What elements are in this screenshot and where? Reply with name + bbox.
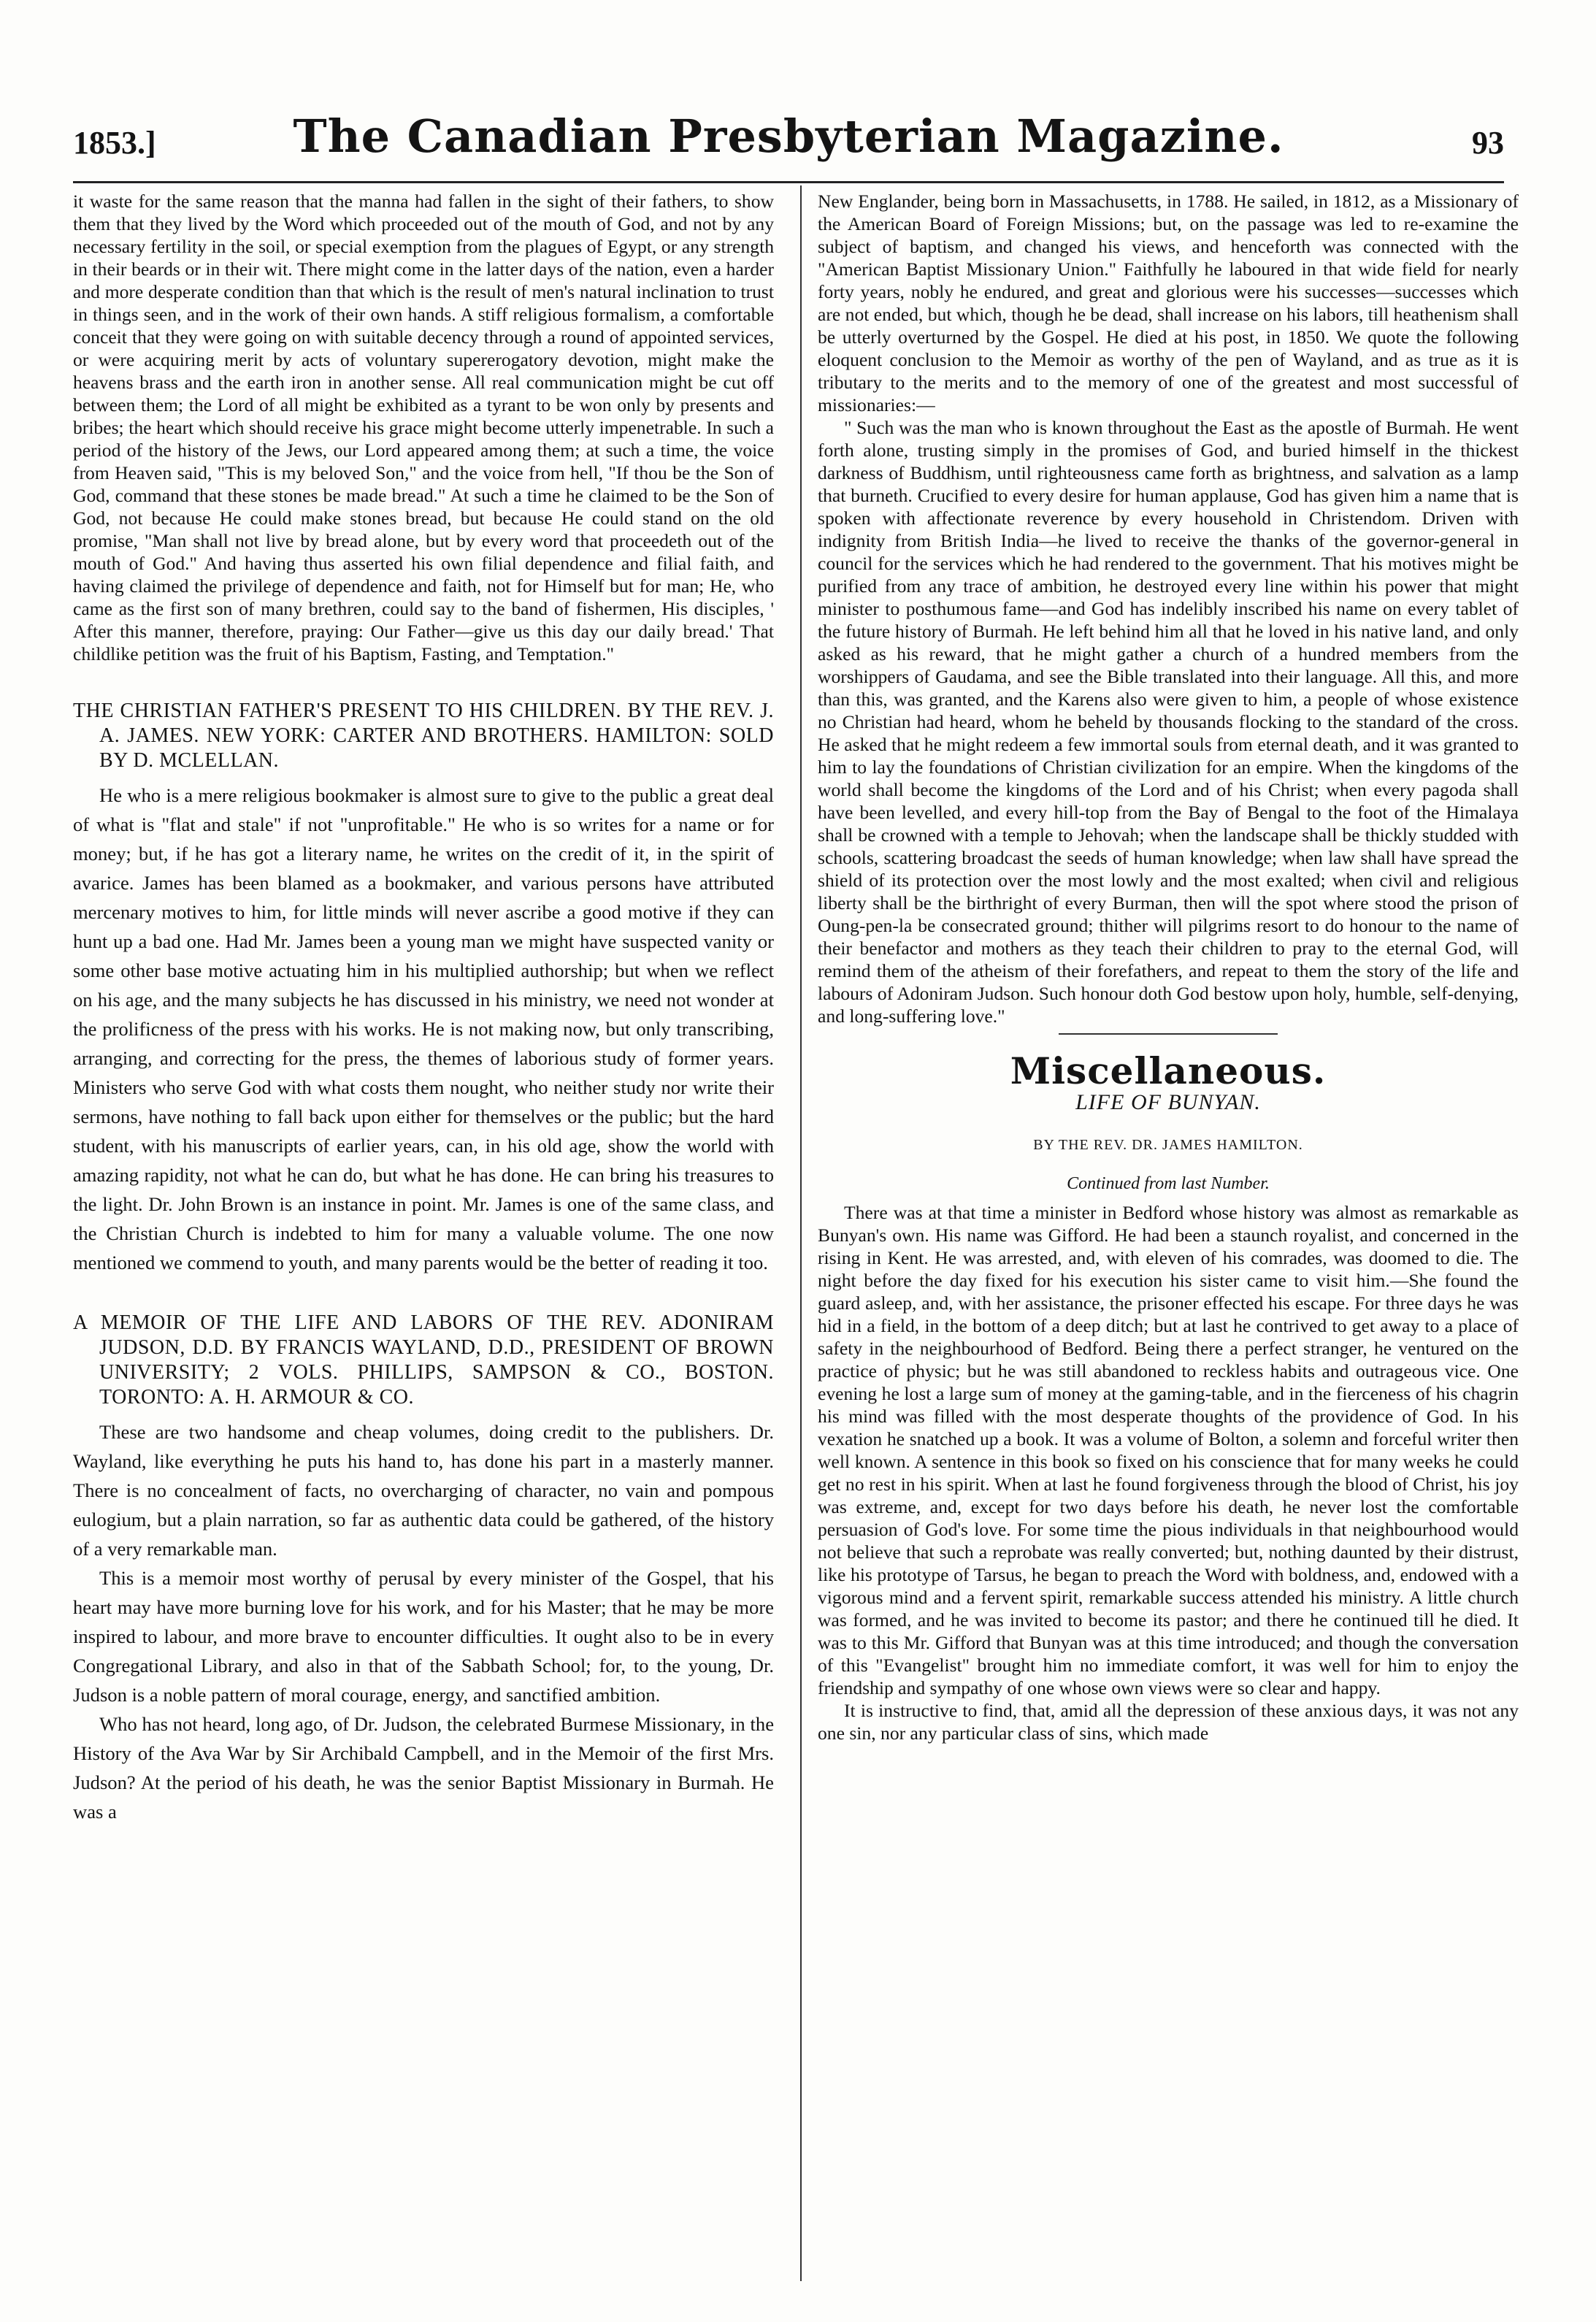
continuation-paragraph: it waste for the same reason that the manna had fallen in the sight of their fathers, to show them that they lived by the Word which proceeded out of the mouth of God, and not by any necessary fertility in the soil, or special exemption from the plagues of Egypt, or any strength in their beards or in their wit. There might come in the latter days of the nation, even a harder and more desperate condition than that which is the result of men's natural inclination to trust in things seen, and in the work of their own hands. A stiff religious formalism, a comfortable conceit that they were going on with suitable decency through a round of appointed services, or were acquiring merit by acts of voluntary supererogatory devotion, might make the heavens brass and the earth iron in another sense. All real communication might be cut off between them; the Lord of all might be exhibited as a tyrant to be won only by presents and bribes; the heart which should receive his grace might become utterly impenetrable. In such a period of the history of the Jews, our Lord appeared among them; at such a time, the voice from Heaven said, "This is my beloved Son," and the voice from hell, "If thou be the Son of God, command that these stones be made bread." At such a time he claimed to be the Son of God, not because He could make stones bread, but because He could stand on the old promise, "Man shall not live by bread alone, but by every word that proceedeth out of the mouth of God." And having thus asserted his own filial dependence and filial faith, and having claimed the privilege of dependence and faith, not for Himself but for man; He, who came as the first son of many brethren, could say to the band of fishermen, His disciples, ' After this manner, therefore, praying: Our Father—give us this day our daily bread.' That childlike petition was the fruit of his Baptism, Fasting, and Temptation." (73, 191, 774, 664)
article-title: LIFE OF BUNYAN. (1075, 1090, 1261, 1114)
page-number: 93 (1472, 125, 1504, 161)
article-paragraph: It is instructive to find, that, amid all the depression of these anxious days, it was not any one sin, nor any particular class of sins, which made (818, 1700, 1519, 1744)
article-paragraph: There was at that time a minister in Bedford whose history was almost as remarkable as Bunyan's own. His name was Gifford. He had been a staunch royalist, and concerned in the rising in Kent. He was arrested, and, with eleven of his comrades, was doomed to die. The night before the day fixed for his execution his sister came to visit him.—She found the guard asleep, and, with her assistance, the prisoner effected his escape. For three days he was hid in a field, in the bottom of a deep ditch; but at last he contrived to get away to a place of safety in the neighbourhood of Bedford. Being there a perfect stranger, he ventured on the practice of physic; but he was still abandoned to reckless habits and outrageous vice. One evening he lost a large sum of money at the gaming-table, and in the fierceness of his chagrin his mind was filled with the most desperate thoughts of the providence of God. In his vexation he snatched up a book. It was a volume of Bolton, a solemn and forceful writer then well known. A sentence in this book so fixed on his conscience that for many weeks he could get no rest in his spirit. When at last he found forgiveness through the blood of Christ, his joy was extreme, and, except for two days before his death, he never lost the comfortable persuasion of God's love. For some time the pious individuals in that neighbourhood would not believe that such a reprobate was really converted; but, nothing daunted by their distrust, like his prototype of Tarsus, he began to preach the Word with boldness, and, endowed with a vigorous mind and a fervent spirit, remarkable success attended his ministry. A little church was formed, and he was invited to become its pastor; and there he continued till he died. It was to this Mr. Gifford that Bunyan was at this time introduced; and though the conversation of this "Evangelist" brought him no immediate comfort, it was well for him to enjoy the friendship and sympathy of one whose own views were so clear and happy. (818, 1202, 1519, 1698)
notice-title: THE CHRISTIAN FATHER'S PRESENT TO HIS CHILDREN. BY THE REV. J. A. JAMES. NEW YORK: CARTER AND BROTHERS. HAMILTON: SOLD BY D. MCLELLAN. (73, 700, 774, 772)
issue-year: 1853.] (73, 125, 156, 161)
header-rule (73, 181, 1504, 183)
section-rule (1059, 1033, 1278, 1035)
book-notice-christian-father (73, 699, 774, 1277)
notice-paragraph: These are two handsome and cheap volumes, doing credit to the publishers. Dr. Wayland, like everything he puts his hand to, has done his part in a masterly manner. There is no concealment of facts, no overcharging of character, no vain and pompous eulogium, but a plain narration, so far as authentic data could be gathered, of the history of a very remarkable man. (73, 1421, 774, 1560)
article-author: BY THE REV. DR. JAMES HAMILTON. (1033, 1137, 1303, 1153)
continuation-paragraph: New Englander, being born in Massachusetts, in 1788. He sailed, in 1812, as a Missionary of the American Board of Foreign Missions; but, on the passage was led to re-examine the subject of baptism, and changed his views, and henceforth was connected with the "American Baptist Missionary Union." Faithfully he laboured in that wide field for nearly forty years, nobly he endured, and great and glorious were his successes—successes which are not ended, but which, though he be dead, shall increase on his labors, till heathenism shall be utterly overturned by the Gospel. He died at his post, in 1850. We quote the following eloquent conclusion to the Memoir as worthy of the pen of Wayland, and as true as it is tributary to the merits and to the memory of one of the greatest and most successful of missionaries:— (818, 191, 1519, 415)
left-column (73, 190, 774, 1826)
memoir-quotation (818, 416, 1519, 1027)
section-heading: Miscellaneous. (1010, 1049, 1327, 1092)
right-column (818, 190, 1519, 1744)
notice-paragraph: This is a memoir most worthy of perusal by every minister of the Gospel, that his heart may have more burning love for his work, and for his Master; that he may be more inspired to labour, and more brave to encounter difficulties. It ought also to be in every Congregational Library, and also in that of the Sabbath School; for, to the young, Dr. Judson is a noble pattern of moral courage, energy, and sanctified ambition. (73, 1567, 774, 1706)
notice-title: A MEMOIR OF THE LIFE AND LABORS OF THE REV. ADONIRAM JUDSON, D.D. BY FRANCIS WAYLAND, D.D., PRESIDENT OF BROWN UNIVERSITY; 2 VOLS. PHILLIPS, SAMPSON & CO., BOSTON. TORONTO: A. H. ARMOUR & CO. (73, 1311, 774, 1409)
book-notice-judson-memoir (73, 1311, 774, 1826)
magazine-title: The Canadian Presbyterian Magazine. (293, 110, 1284, 163)
continued-note: Continued from last Number. (1067, 1174, 1270, 1193)
page-header (73, 110, 1504, 183)
notice-paragraph: Who has not heard, long ago, of Dr. Judson, the celebrated Burmese Missionary, in the History of the Ava War by Sir Archibald Campbell, and in the Memoir of the first Mrs. Judson? At the period of his death, he was the senior Baptist Missionary in Burmah. He was a (73, 1713, 774, 1823)
column-divider (800, 185, 802, 2281)
quote-paragraph: " Such was the man who is known throughout the East as the apostle of Burmah. He went forth alone, trusting simply in the promises of God, and buried himself in the thickest darkness of Buddhism, until righteousness came forth as brightness, and salvation as a lamp that burneth. Crucified to every desire for human applause, God has given him a name that is spoken with affectionate reverence by every household in Christendom. Driven with indignity from British India—he lived to receive the thanks of the governor-general in council for the services which he had rendered to the government. That his motives might be purified from any trace of ambition, he destroyed every line within his power that might minister to posthumous fame—and God has indelibly inscribed his name on every tablet of the future history of Burmah. He left behind him all that he loved in his native land, and only asked as his reward, that he might gather a church of a hundred members from the worshippers of Gaudama, and see the Bible translated into their language. All this, and more than this, was granted, and the Karens also were given to him, a people of whose existence no Christian had heard, whom he beheld by thousands flocking to the standard of the cross. He asked that he might redeem a few immortal souls from eternal death, and it was granted to him to lay the foundations of Christian civilization for an empire. When the kingdoms of the world shall become the kingdoms of the Lord and of his Christ; when every pagoda shall have been levelled, and every hill-top from the Bay of Bengal to the foot of the Himalaya shall be crowned with a temple to Jehovah; when the landscape shall be thickly studded with schools, scattering broadcast the seeds of human knowledge; when law shall have spread the shield of its protection over the most lowly and the most exalted; when civil and religious liberty shall be the birthright of every Burman, then will the spot where stood the prison of Oung-pen-la be consecrated ground; thither will pilgrims resort to do honour to the name of their benefactor and mothers as they teach their children to pray to the eternal God, will remind them of the atheism of their forefathers, and repeat to them the story of the life and labours of Adoniram Judson. Such honour doth God bestow upon holy, humble, self-denying, and long-suffering love." (818, 417, 1519, 1027)
notice-body: He who is a mere religious bookmaker is almost sure to give to the public a great deal of what is "flat and stale" if not "unprofitable." He who is so writes for a name or for money; but, if he has got a literary name, he writes on the credit of it, in the spirit of avarice. James has been blamed as a bookmaker, and various persons have attributed mercenary motives to him, for little minds will never ascribe a good motive if they can hunt up a bad one. Had Mr. James been a young man we might have suspected vanity or some other base motive actuating him in his multiplied authorship; but when we reflect on his age, and the many subjects he has discussed in his ministry, we need not wonder at the prolificness of the press with his works. He is not making now, but only transcribing, arranging, and correcting for the press, the themes of laborious study of former years. Ministers who serve God with what costs them nought, who neither study nor write their sermons, have nothing to fall back upon either for themselves or the public; but the hard student, with his manuscripts of earlier years, can, in his old age, show the world with amazing rapidity, not what he can do, but what he has done. He can bring his treasures to the light. Dr. John Brown is an instance in point. Mr. James is one of the same class, and the Christian Church is indebted to him for many a valuable volume. The one now mentioned we commend to youth, and many parents would be the better of reading it too. (73, 784, 774, 1273)
